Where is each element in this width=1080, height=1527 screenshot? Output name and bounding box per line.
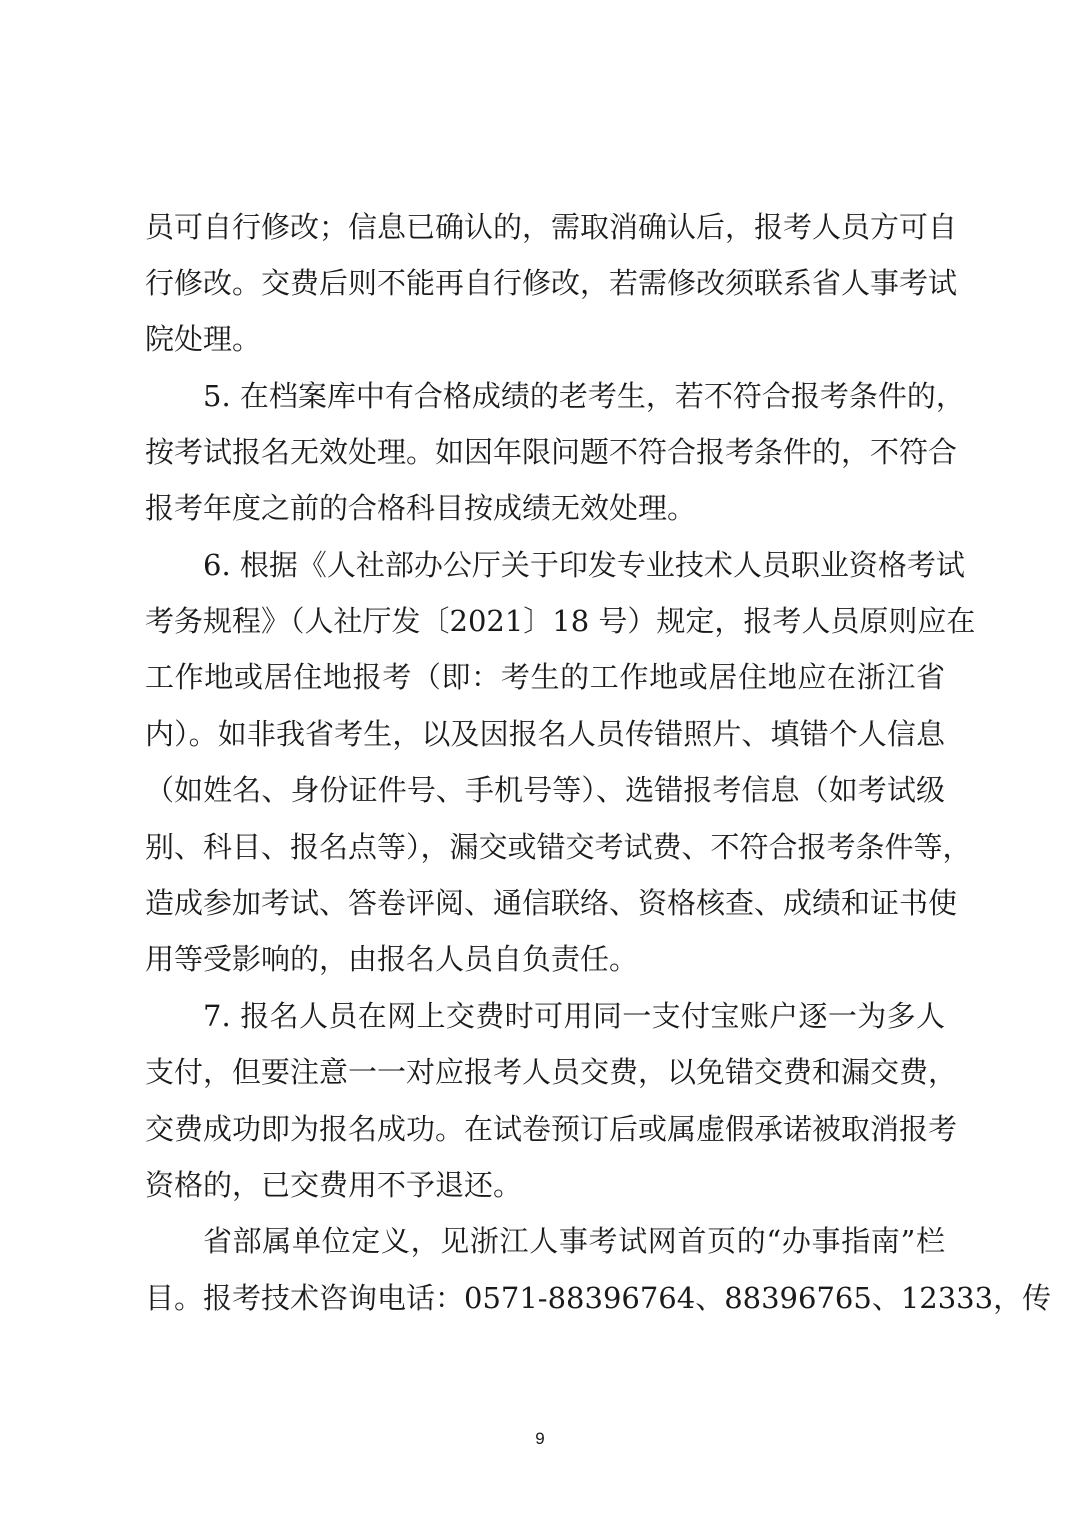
body-line-2: 行修改。交费后则不能再自行修改，若需修改须联系省人事考试: [145, 266, 958, 300]
paragraph-7-line-3: 交费成功即为报名成功。在试卷预订后或属虚假承诺被取消报考: [145, 1112, 958, 1146]
paragraph-6-line-2: 考务规程》（人社厅发〔2021〕18 号）规定，报考人员原则应在: [145, 604, 976, 638]
paragraph-7-line-2: 支付，但要注意一一对应报考人员交费，以免错交费和漏交费，: [145, 1055, 958, 1089]
paragraph-5-line-1: 5. 在档案库中有合格成绩的老考生，若不符合报考条件的，: [203, 379, 965, 413]
paragraph-6-line-7: 造成参加考试、答卷评阅、通信联络、资格核查、成绩和证书使: [145, 886, 958, 920]
paragraph-6-line-1: 6. 根据《人社部办公厅关于印发专业技术人员职业资格考试: [203, 548, 965, 582]
body-line-1: 员可自行修改；信息已确认的，需取消确认后，报考人员方可自: [145, 210, 958, 244]
paragraph-7-line-4: 资格的，已交费用不予退还。: [145, 1168, 523, 1202]
paragraph-8-line-1: 省部属单位定义，见浙江人事考试网首页的“办事指南”栏: [203, 1224, 945, 1258]
paragraph-6-line-8: 用等受影响的，由报名人员自负责任。: [145, 942, 639, 976]
paragraph-6-line-3: 工作地或居住地报考（即：考生的工作地或居住地应在浙江省: [145, 660, 945, 694]
paragraph-8-line-2: 目。报考技术咨询电话：0571-88396764、88396765、12333，传: [145, 1281, 1052, 1315]
paragraph-6-line-5: （如姓名、身份证件号、手机号等）、选错报考信息（如考试级: [145, 773, 945, 807]
paragraph-6-line-6: 别、科目、报名点等），漏交或错交考试费、不符合报考条件等，: [145, 830, 972, 864]
paragraph-7-line-1: 7. 报名人员在网上交费时可用同一支付宝账户逐一为多人: [203, 999, 945, 1033]
page-number: 9: [535, 1429, 545, 1448]
paragraph-5-line-2: 按考试报名无效处理。如因年限问题不符合报考条件的，不符合: [145, 435, 958, 469]
body-line-3: 院处理。: [145, 322, 262, 356]
paragraph-5-line-3: 报考年度之前的合格科目按成绩无效处理。: [145, 491, 697, 525]
paragraph-6-line-4: 内）。如非我省考生，以及因报名人员传错照片、填错个人信息: [145, 717, 945, 751]
